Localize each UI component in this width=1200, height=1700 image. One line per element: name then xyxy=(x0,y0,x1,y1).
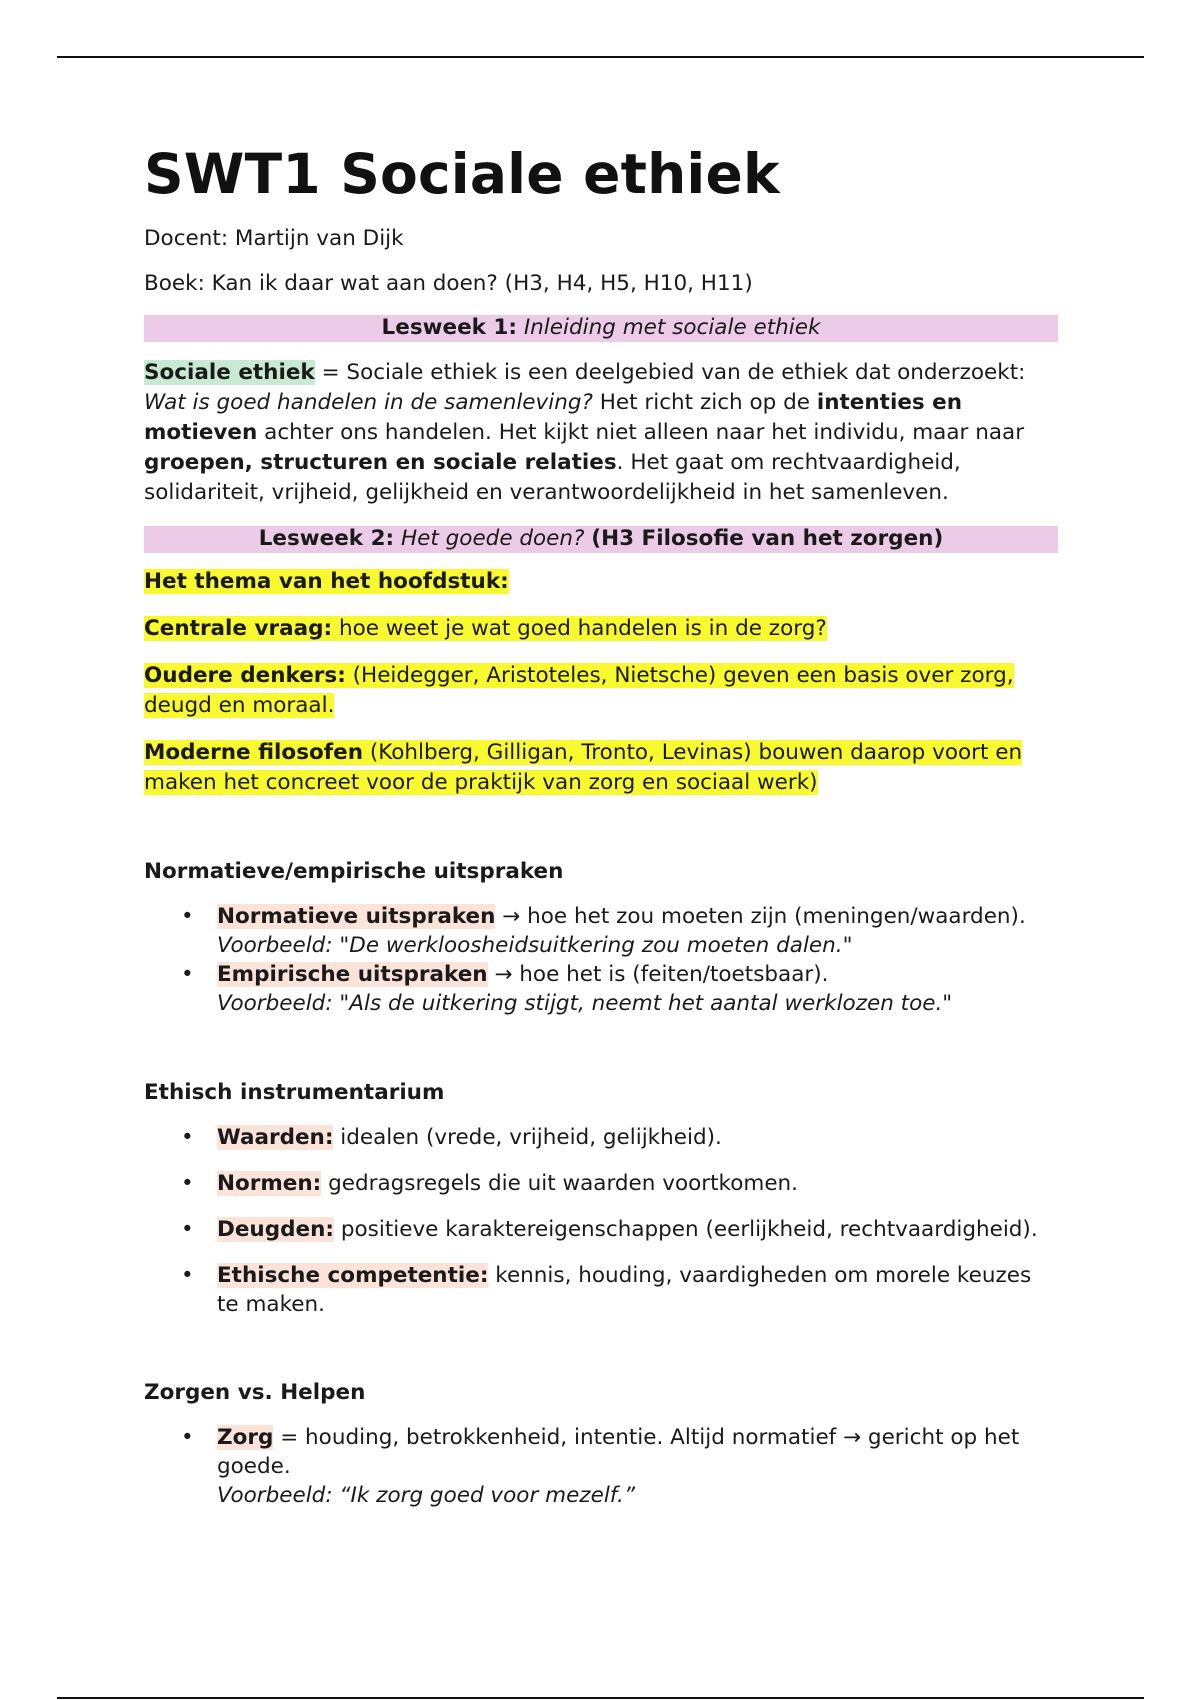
section-instrumentarium-list xyxy=(144,1123,1058,1319)
list-item-term: Normen: xyxy=(217,1171,322,1196)
bullet: • xyxy=(181,1263,194,1288)
thema-heading: Het thema van het hoofdstuk: xyxy=(144,569,509,594)
list-item-term: Zorg xyxy=(217,1425,274,1450)
list-item xyxy=(144,960,1058,1018)
week-1-subtitle: Inleiding met sociale ethiek xyxy=(523,315,821,340)
list-item-term: Ethische competentie: xyxy=(217,1263,489,1288)
section-normatief-heading: Normatieve/empirische uitspraken xyxy=(144,859,564,884)
moderne-filosofen xyxy=(144,738,1058,798)
list-item-term: Waarden: xyxy=(217,1125,334,1150)
list-item-term: Deugden: xyxy=(217,1217,335,1242)
oudere-denkers-text: (Heidegger, Aristoteles, Nietsche) geven een basis over zorg, deugd en moraal. xyxy=(144,663,1014,718)
bottom-rule xyxy=(57,1697,1144,1699)
centrale-vraag xyxy=(144,614,1058,644)
section-instrumentarium-heading: Ethisch instrumentarium xyxy=(144,1080,445,1105)
bullet: • xyxy=(181,1217,194,1242)
top-rule xyxy=(57,56,1144,58)
section-normatief-list xyxy=(144,902,1058,1018)
page-title: SWT1 Sociale ethiek xyxy=(144,142,780,206)
week-2-extra: (H3 Filosofie van het zorgen) xyxy=(591,526,944,551)
oudere-denkers xyxy=(144,661,1058,721)
centrale-vraag-label: Centrale vraag: xyxy=(144,616,333,641)
list-item-example: Voorbeeld: "Als de uitkering stijgt, neemt het aantal werklozen toe." xyxy=(217,991,953,1016)
definition-term: Sociale ethiek xyxy=(144,360,315,385)
list-item xyxy=(144,1215,1058,1244)
oudere-denkers-label: Oudere denkers: xyxy=(144,663,346,688)
list-item-text: kennis, houding, vaardigheden om morele keuzes te maken. xyxy=(217,1263,1032,1317)
week-1-banner xyxy=(144,315,1058,342)
list-item-text: positieve karaktereigenschappen (eerlijkheid, rechtvaardigheid). xyxy=(334,1217,1038,1242)
section-zorgen-heading: Zorgen vs. Helpen xyxy=(144,1380,366,1405)
bullet: • xyxy=(181,1171,194,1196)
list-item-example: Voorbeeld: “Ik zorg goed voor mezelf.” xyxy=(217,1483,635,1508)
list-item-text: → hoe het zou moeten zijn (meningen/waarden). xyxy=(495,904,1026,929)
centrale-vraag-text: hoe weet je wat goed handelen is in de zorg? xyxy=(332,616,827,641)
list-item xyxy=(144,1423,1058,1510)
week-2-subtitle: Het goede doen? xyxy=(400,526,585,551)
list-item-example: Voorbeeld: "De werkloosheidsuitkering zou moeten dalen." xyxy=(217,933,853,958)
definition-bold-2: groepen, structuren en sociale relaties xyxy=(144,450,617,475)
list-item-text: = houding, betrokkenheid, intentie. Altijd normatief → gericht op het goede. xyxy=(217,1425,1020,1479)
list-item xyxy=(144,902,1058,960)
bullet: • xyxy=(181,962,194,987)
list-item xyxy=(144,1261,1058,1319)
bullet: • xyxy=(181,1125,194,1150)
boek-line: Boek: Kan ik daar wat aan doen? (H3, H4, H5, H10, H11) xyxy=(144,271,753,296)
definition-paragraph xyxy=(144,358,1058,508)
list-item-text: gedragsregels die uit waarden voortkomen. xyxy=(321,1171,799,1196)
list-item xyxy=(144,1123,1058,1152)
definition-text-1: Het richt zich op de xyxy=(592,390,817,415)
section-zorgen-list xyxy=(144,1423,1058,1510)
list-item-term: Normatieve uitspraken xyxy=(217,904,496,929)
week-2-label: Lesweek 2: xyxy=(258,526,395,551)
list-item xyxy=(144,1169,1058,1198)
moderne-filosofen-label: Moderne filosofen xyxy=(144,740,363,765)
definition-eq: = Sociale ethiek is een deelgebied van de ethiek dat onderzoekt: xyxy=(314,360,1026,385)
list-item-text: → hoe het is (feiten/toetsbaar). xyxy=(487,962,829,987)
document-page xyxy=(144,138,1058,1510)
definition-text-2: achter ons handelen. Het kijkt niet alleen naar het individu, maar naar xyxy=(257,420,1025,445)
bullet: • xyxy=(181,904,194,929)
bullet: • xyxy=(181,1425,194,1450)
moderne-filosofen-text: (Kohlberg, Gilligan, Tronto, Levinas) bouwen daarop voort en maken het concreet voor de praktijk van zorg en sociaal werk) xyxy=(144,740,1023,795)
list-item-term: Empirische uitspraken xyxy=(217,962,488,987)
definition-question: Wat is goed handelen in de samenleving? xyxy=(144,390,593,415)
definition-bold-1: intenties en motieven xyxy=(144,390,963,445)
list-item-text: idealen (vrede, vrijheid, gelijkheid). xyxy=(333,1125,722,1150)
definition-text-3: . Het gaat om rechtvaardigheid, solidariteit, vrijheid, gelijkheid en verantwoordelijkheid in het samenleven. xyxy=(144,450,961,505)
week-2-banner xyxy=(144,526,1058,553)
week-1-label: Lesweek 1: xyxy=(381,315,517,340)
docent-line: Docent: Martijn van Dijk xyxy=(144,226,404,251)
